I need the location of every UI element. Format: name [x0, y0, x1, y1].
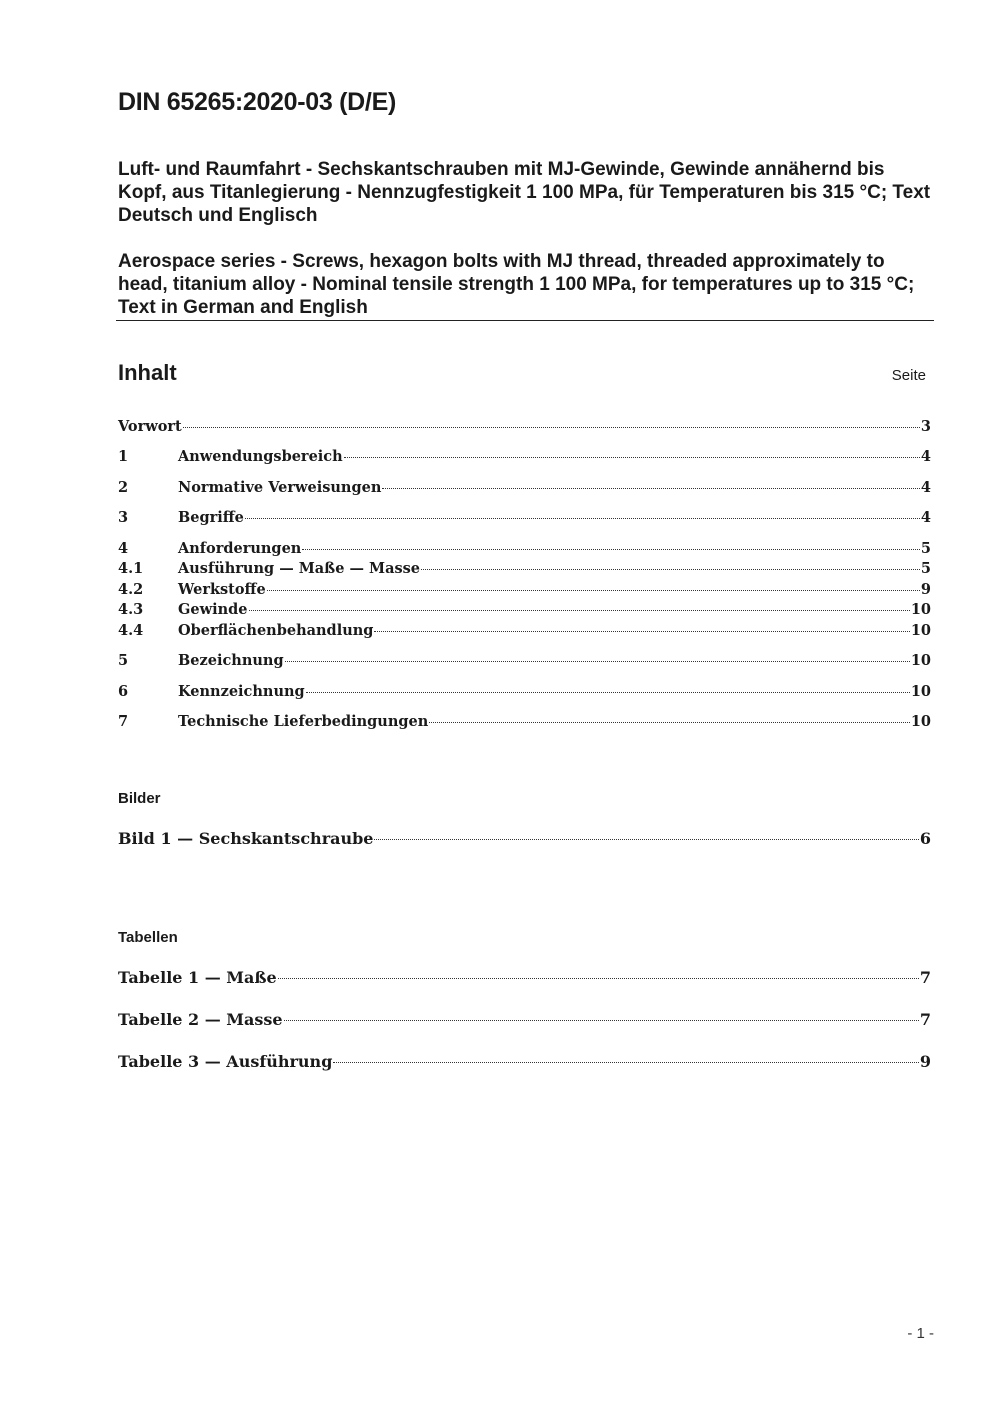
toc-entry-label: Vorwort	[118, 418, 182, 435]
toc-entry-page: 10	[910, 683, 931, 700]
toc-entry-3[interactable]	[118, 509, 931, 529]
dot-leader	[183, 427, 920, 428]
toc-entry-4-3[interactable]	[118, 601, 931, 621]
toc-entry-page: 4	[920, 448, 931, 465]
dot-leader	[344, 457, 920, 458]
toc-entry-number: 4.2	[118, 581, 144, 598]
dot-leader	[382, 488, 920, 489]
toc-entry-number: 4	[118, 540, 129, 557]
dot-leader	[374, 839, 918, 840]
toc-entry-page: 9	[920, 581, 931, 598]
toc-entry-page: 10	[910, 601, 931, 618]
table-entry-page: 7	[919, 968, 931, 987]
table-entry-page: 7	[919, 1010, 931, 1029]
toc-entry-label: Oberflächenbehandlung	[178, 622, 374, 639]
toc-entry-1[interactable]	[118, 448, 931, 468]
dot-leader	[333, 1062, 918, 1063]
document-title: DIN 65265:2020-03 (D/E)	[118, 88, 396, 116]
toc-entry-2[interactable]	[118, 479, 931, 499]
toc-entry-4[interactable]	[118, 540, 931, 560]
dot-leader	[421, 569, 920, 570]
toc-entry-number: 2	[118, 479, 129, 496]
subtitle-german: Luft- und Raumfahrt - Sechskantschrauben mit MJ-Gewinde, Gewinde annähernd bis Kopf, aus Titanlegierung - Nennzugfestigkeit 1 100 MPa, für Temperaturen bis 315 °C; Text Deutsch und Englisch	[118, 159, 931, 226]
toc-page-column-label: Seite	[891, 367, 926, 384]
figure-entry-label: Bild 1 — Sechskantschraube	[118, 829, 374, 848]
table-entry-1[interactable]	[118, 968, 931, 990]
table-entry-2[interactable]	[118, 1010, 931, 1032]
toc-entry-label: Anwendungsbereich	[178, 448, 343, 465]
toc-entry-number: 7	[118, 713, 129, 730]
toc-entry-label: Bezeichnung	[178, 652, 284, 669]
toc-entry-number: 4.4	[118, 622, 144, 639]
toc-entry-page: 4	[920, 509, 931, 526]
figures-heading: Bilder	[118, 790, 161, 807]
toc-entry-5[interactable]	[118, 652, 931, 672]
toc-entry-page: 10	[910, 652, 931, 669]
figure-entry-1[interactable]	[118, 829, 931, 851]
page-number: - 1 -	[907, 1325, 934, 1342]
dot-leader	[306, 692, 910, 693]
toc-entry-6[interactable]	[118, 683, 931, 703]
toc-entry-page: 4	[920, 479, 931, 496]
toc-entry-page: 10	[910, 622, 931, 639]
figure-entry-page: 6	[919, 829, 931, 848]
toc-entry-number: 4.3	[118, 601, 144, 618]
dot-leader	[245, 518, 920, 519]
toc-entry-label: Ausführung — Maße — Masse	[178, 560, 421, 577]
dot-leader	[284, 1020, 919, 1021]
toc-entry-4-2[interactable]	[118, 581, 931, 601]
dot-leader	[267, 590, 920, 591]
toc-entry-label: Kennzeichnung	[178, 683, 305, 700]
toc-entry-number: 4.1	[118, 560, 144, 577]
tables-heading: Tabellen	[118, 929, 178, 946]
table-entry-label: Tabelle 1 — Maße	[118, 968, 277, 987]
toc-entry-number: 6	[118, 683, 129, 700]
toc-entry-vorwort[interactable]	[118, 418, 931, 438]
toc-entry-label: Begriffe	[178, 509, 244, 526]
dot-leader	[249, 610, 910, 611]
toc-entry-page: 5	[920, 560, 931, 577]
toc-entry-number: 3	[118, 509, 129, 526]
table-entry-page: 9	[919, 1052, 931, 1071]
toc-entry-label: Anforderungen	[178, 540, 302, 557]
toc-entry-7[interactable]	[118, 713, 931, 733]
table-entry-3[interactable]	[118, 1052, 931, 1074]
toc-entry-label: Normative Verweisungen	[178, 479, 382, 496]
toc-entry-page: 10	[910, 713, 931, 730]
title-divider	[116, 320, 934, 321]
toc-entry-4-1[interactable]	[118, 560, 931, 580]
dot-leader	[285, 661, 910, 662]
table-entry-label: Tabelle 3 — Ausführung	[118, 1052, 333, 1071]
toc-entry-4-4[interactable]	[118, 622, 931, 642]
toc-entry-page: 3	[920, 418, 931, 435]
dot-leader	[302, 549, 920, 550]
toc-entry-number: 1	[118, 448, 129, 465]
toc-entry-label: Gewinde	[178, 601, 248, 618]
toc-heading: Inhalt	[118, 360, 177, 385]
dot-leader	[374, 631, 909, 632]
toc-entry-label: Technische Lieferbedingungen	[178, 713, 429, 730]
dot-leader	[278, 978, 919, 979]
toc-entry-label: Werkstoffe	[178, 581, 266, 598]
table-entry-label: Tabelle 2 — Masse	[118, 1010, 283, 1029]
toc-entry-number: 5	[118, 652, 129, 669]
dot-leader	[429, 722, 910, 723]
subtitle-english: Aerospace series - Screws, hexagon bolts with MJ thread, threaded approximately to head, titanium alloy - Nominal tensile strength 1 100 MPa, for temperatures up to 315 °C; Text in German and English	[118, 251, 915, 318]
toc-entry-page: 5	[920, 540, 931, 557]
